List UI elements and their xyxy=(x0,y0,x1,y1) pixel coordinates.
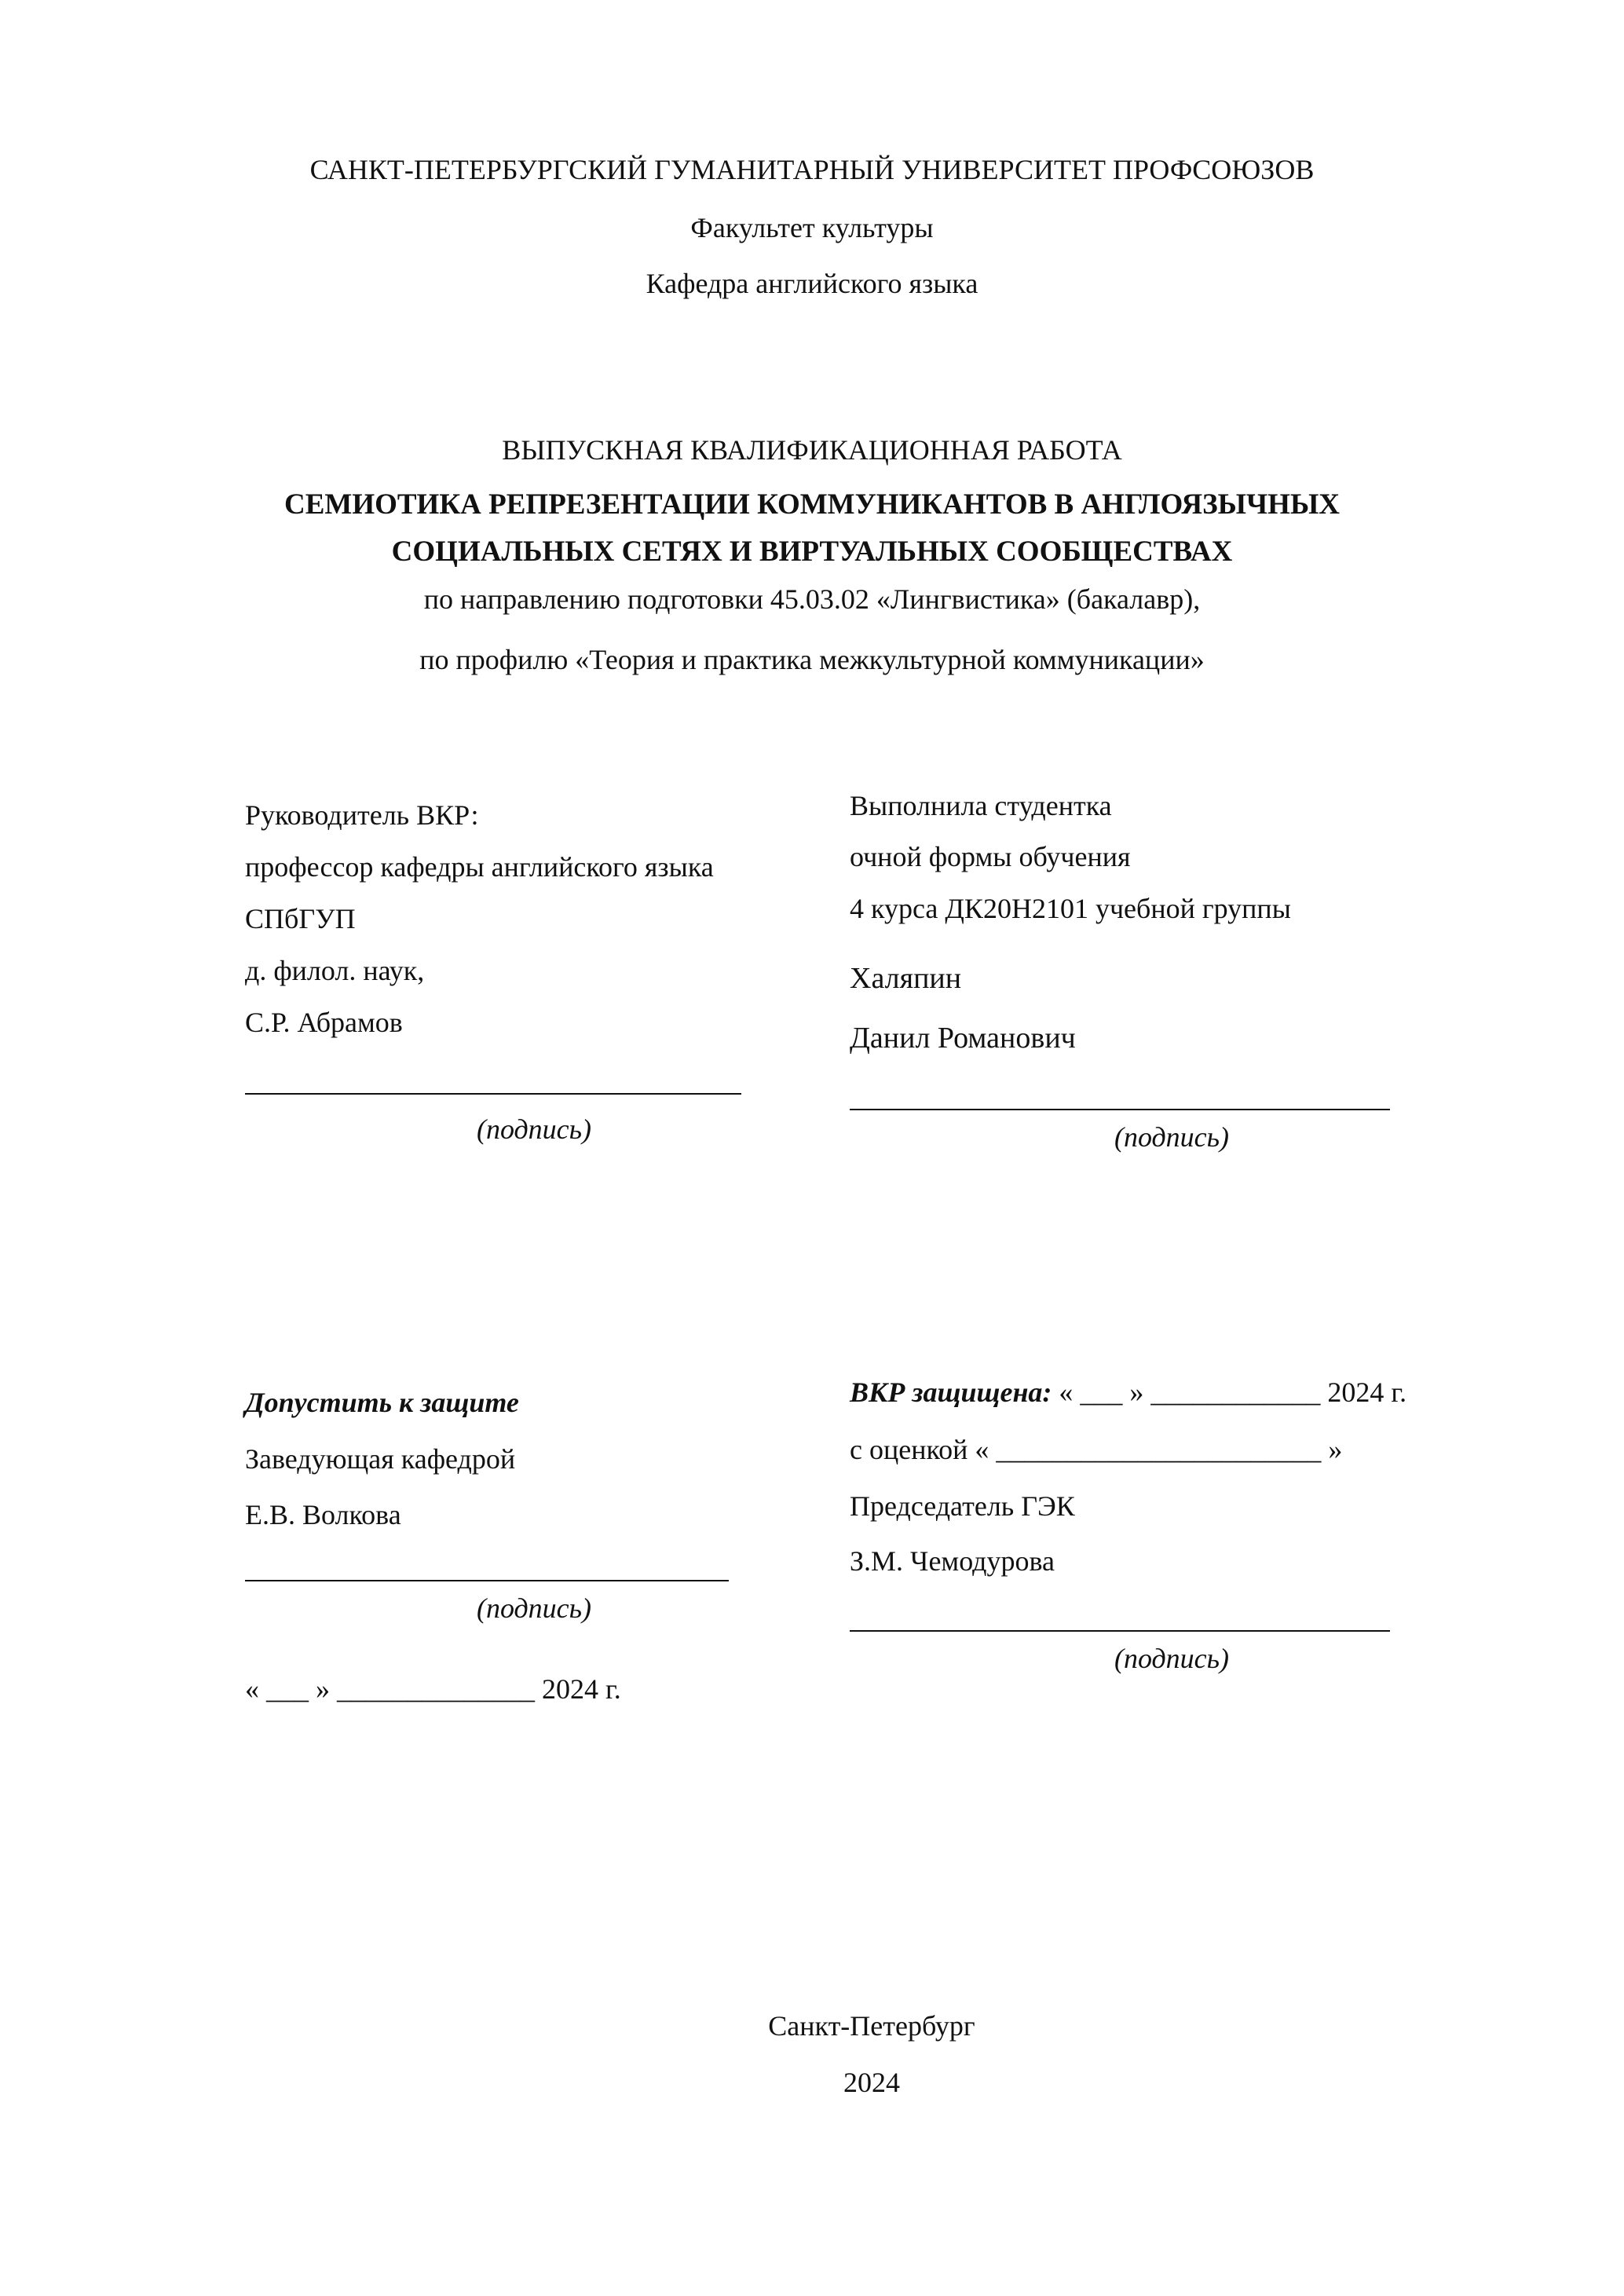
supervisor-name: С.Р. Абрамов xyxy=(245,1007,403,1038)
student-given-names: Данил Романович xyxy=(850,1022,1076,1055)
supervisor-label: Руководитель ВКР: xyxy=(245,799,479,831)
thesis-title-line-2: СОЦИАЛЬНЫХ СЕТЯХ И ВИРТУАЛЬНЫХ СООБЩЕСТВАХ xyxy=(391,536,1233,568)
defense-chair-name: З.М. Чемодурова xyxy=(850,1545,1055,1577)
student-signature-caption: (подпись) xyxy=(1114,1121,1230,1153)
student-line-1: Выполнила студентка xyxy=(850,790,1112,821)
defense-date: « ___ » ____________ 2024 г. xyxy=(1052,1377,1407,1408)
defense-chair-label: Председатель ГЭК xyxy=(850,1490,1075,1522)
defense-signature-line xyxy=(850,1630,1390,1632)
supervisor-position: профессор кафедры английского языка xyxy=(245,851,714,883)
admission-name: Е.В. Волкова xyxy=(245,1499,401,1530)
defense-label: ВКР защищена: xyxy=(850,1377,1052,1408)
defense-grade-line: с оценкой « _______________________ » xyxy=(850,1434,1343,1465)
student-line-2: очной формы обучения xyxy=(850,841,1131,872)
student-line-3: 4 курса ДК20Н2101 учебной группы xyxy=(850,893,1291,924)
thesis-profile: по профилю «Теория и практика межкультурной коммуникации» xyxy=(419,644,1205,675)
admission-position: Заведующая кафедрой xyxy=(245,1443,516,1475)
admission-label: Допустить к защите xyxy=(245,1387,519,1418)
defense-line xyxy=(850,1378,1406,1406)
department-name: Кафедра английского языка xyxy=(646,268,978,299)
thesis-title-line-1: СЕМИОТИКА РЕПРЕЗЕНТАЦИИ КОММУНИКАНТОВ В АНГЛОЯЗЫЧНЫХ xyxy=(284,488,1340,521)
faculty-name: Факультет культуры xyxy=(690,212,934,243)
admission-signature-caption: (подпись) xyxy=(476,1592,592,1624)
student-surname: Халяпин xyxy=(850,962,962,995)
supervisor-org: СПбГУП xyxy=(245,903,356,934)
footer-year: 2024 xyxy=(843,2067,900,2098)
admission-signature-line xyxy=(245,1580,729,1581)
supervisor-signature-line xyxy=(245,1093,741,1095)
thesis-direction: по направлению подготовки 45.03.02 «Лингвистика» (бакалавр), xyxy=(423,583,1201,615)
supervisor-degree: д. филол. наук, xyxy=(245,955,425,986)
admission-date-line: « ___ » ______________ 2024 г. xyxy=(245,1673,621,1705)
thesis-type: ВЫПУСКНАЯ КВАЛИФИКАЦИОННАЯ РАБОТА xyxy=(502,434,1122,466)
defense-signature-caption: (подпись) xyxy=(1114,1643,1230,1674)
supervisor-signature-caption: (подпись) xyxy=(476,1113,592,1145)
footer-city: Санкт-Петербург xyxy=(768,2010,975,2042)
student-signature-line xyxy=(850,1109,1390,1110)
university-name: САНКТ-ПЕТЕРБУРГСКИЙ ГУМАНИТАРНЫЙ УНИВЕРСИТЕТ ПРОФСОЮЗОВ xyxy=(309,154,1315,185)
